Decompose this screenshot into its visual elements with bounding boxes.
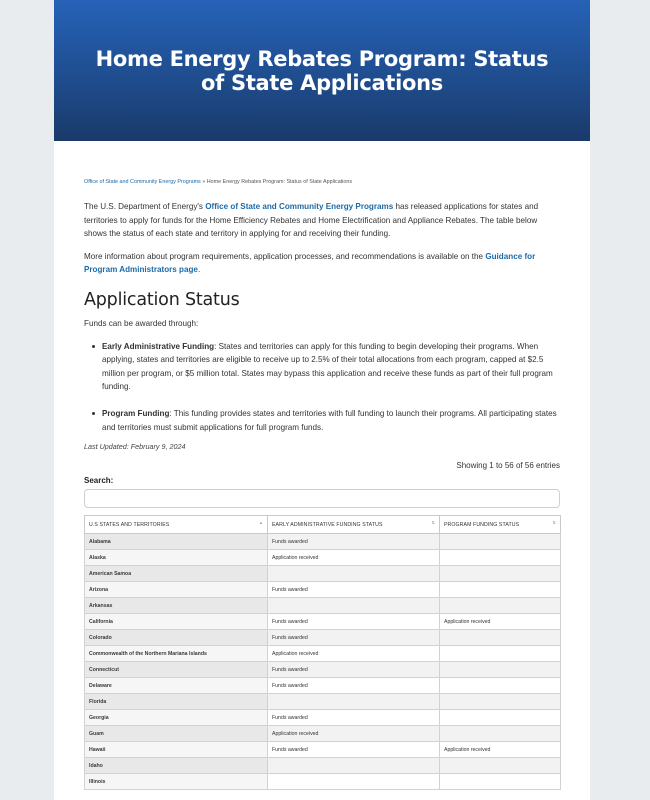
program-funding-status-cell: [440, 646, 561, 662]
intro-paragraph: [84, 200, 560, 241]
table-row: [85, 694, 561, 710]
column-header-program-funding[interactable]: [440, 516, 561, 534]
program-funding-status-cell: [440, 662, 561, 678]
bullet-term: Program Funding: [102, 408, 170, 418]
intro-text-start: The U.S. Department of Energy's: [84, 202, 206, 211]
state-cell: Florida: [85, 694, 268, 710]
sort-icon: ⇅: [431, 520, 435, 526]
program-funding-status-cell: Application received: [440, 614, 561, 630]
program-funding-status-cell: [440, 774, 561, 790]
bullet-text: : States and territories can apply for this funding to begin developing their programs. When applying, states and territories are eligible to receive up to 2.5% of their total allocations from each program, capped at $2.5 million per program, or $5 million total. States may bypass this application and receive these funds as part of their full program funding.: [102, 341, 553, 392]
search-label: Search:: [84, 476, 114, 486]
table-row: [85, 774, 561, 790]
early-admin-status-cell: [268, 758, 440, 774]
table-row: [85, 534, 561, 550]
column-header-label: U.S STATES AND TERRITORIES: [89, 521, 170, 528]
bullet-term: Early Administrative Funding: [102, 341, 215, 351]
column-header-label: PROGRAM FUNDING STATUS: [444, 521, 520, 528]
column-header-early-admin[interactable]: [268, 516, 440, 534]
guidance-paragraph: [84, 250, 560, 277]
scep-office-link[interactable]: Office of State and Community Energy Programs: [205, 202, 394, 211]
program-funding-status-cell: [440, 726, 561, 742]
state-cell: Commonwealth of the Northern Mariana Islands: [85, 646, 268, 662]
table-row: [85, 630, 561, 646]
table-row: [85, 758, 561, 774]
guidance-text-end: .: [197, 265, 201, 275]
program-funding-status-cell: Application received: [440, 742, 561, 758]
table-row: [85, 726, 561, 742]
program-funding-status-cell: [440, 550, 561, 566]
list-item-early-admin-funding: [84, 340, 560, 394]
breadcrumb-current: Home Energy Rebates Program: Status of State Applications: [206, 179, 353, 185]
program-funding-status-cell: [440, 710, 561, 726]
table-row: [85, 566, 561, 582]
early-admin-status-cell: Funds awarded: [268, 710, 440, 726]
early-admin-status-cell: Funds awarded: [268, 630, 440, 646]
program-funding-status-cell: [440, 534, 561, 550]
state-cell: Alabama: [85, 534, 268, 550]
state-cell: American Samoa: [85, 566, 268, 582]
table-body: [85, 534, 561, 790]
breadcrumb-link-scep[interactable]: Office of State and Community Energy Programs: [84, 179, 201, 185]
state-cell: California: [85, 614, 268, 630]
table-row: [85, 662, 561, 678]
table-row: [85, 614, 561, 630]
page-container: [54, 0, 590, 800]
breadcrumb: [84, 179, 560, 185]
section-lead: Funds can be awarded through:: [84, 318, 199, 328]
table-row: [85, 678, 561, 694]
table-row: [85, 742, 561, 758]
program-funding-status-cell: [440, 582, 561, 598]
program-funding-status-cell: [440, 678, 561, 694]
program-funding-status-cell: [440, 758, 561, 774]
state-cell: Idaho: [85, 758, 268, 774]
early-admin-status-cell: Application received: [268, 726, 440, 742]
list-item-program-funding: [84, 407, 560, 434]
entries-info: Showing 1 to 56 of 56 entries: [456, 461, 560, 471]
state-cell: Arizona: [85, 582, 268, 598]
early-admin-status-cell: [268, 774, 440, 790]
early-admin-status-cell: [268, 694, 440, 710]
state-cell: Hawaii: [85, 742, 268, 758]
early-admin-status-cell: Funds awarded: [268, 662, 440, 678]
table-header-row: [85, 516, 561, 534]
table-row: [85, 598, 561, 614]
column-header-label: EARLY ADMINISTRATIVE FUNDING STATUS: [272, 521, 383, 528]
early-admin-status-cell: Funds awarded: [268, 534, 440, 550]
state-cell: Guam: [85, 726, 268, 742]
breadcrumb-separator: »: [202, 179, 206, 185]
early-admin-status-cell: Funds awarded: [268, 582, 440, 598]
program-funding-status-cell: [440, 566, 561, 582]
page-title: Home Energy Rebates Program: Status of State Applications: [95, 46, 549, 95]
early-admin-status-cell: Funds awarded: [268, 614, 440, 630]
sort-icon: ⇅: [552, 520, 556, 526]
intro-text-end: has released applications for states and territories to apply for funds for the Home Efficiency Rebates and Home Electrification and Appliance Rebates. The table below shows the status of each state and territory in applying for and receiving their funding.: [84, 202, 539, 239]
early-admin-status-cell: Funds awarded: [268, 678, 440, 694]
last-updated: Last Updated: February 9, 2024: [84, 442, 186, 452]
bullet-text: : This funding provides states and territories with full funding to launch their programs. All participating states and territories must submit applications for full program funds.: [102, 408, 557, 432]
column-header-state[interactable]: [85, 516, 268, 534]
state-cell: Georgia: [85, 710, 268, 726]
search-input[interactable]: [84, 489, 560, 508]
program-funding-status-cell: [440, 598, 561, 614]
program-funding-status-cell: [440, 694, 561, 710]
early-admin-status-cell: Funds awarded: [268, 742, 440, 758]
early-admin-status-cell: [268, 566, 440, 582]
guidance-link[interactable]: Guidance for Program Administrators page: [84, 251, 536, 275]
guidance-text-start: More information about program requirements, application processes, and recommendations is available on the: [84, 251, 486, 261]
state-cell: Delaware: [85, 678, 268, 694]
table-row: [85, 582, 561, 598]
hero-banner: [54, 0, 590, 141]
sort-ascending-icon: ▲: [258, 520, 263, 526]
state-cell: Alaska: [85, 550, 268, 566]
table-row: [85, 646, 561, 662]
state-cell: Colorado: [85, 630, 268, 646]
early-admin-status-cell: Application received: [268, 550, 440, 566]
section-heading: Application Status: [84, 289, 240, 310]
early-admin-status-cell: Application received: [268, 646, 440, 662]
status-table: [84, 515, 561, 790]
state-cell: Illinois: [85, 774, 268, 790]
table-row: [85, 550, 561, 566]
program-funding-status-cell: [440, 630, 561, 646]
state-cell: Connecticut: [85, 662, 268, 678]
funding-types-list: [84, 340, 560, 435]
main-content: [54, 141, 590, 790]
early-admin-status-cell: [268, 598, 440, 614]
table-row: [85, 710, 561, 726]
state-cell: Arkansas: [85, 598, 268, 614]
